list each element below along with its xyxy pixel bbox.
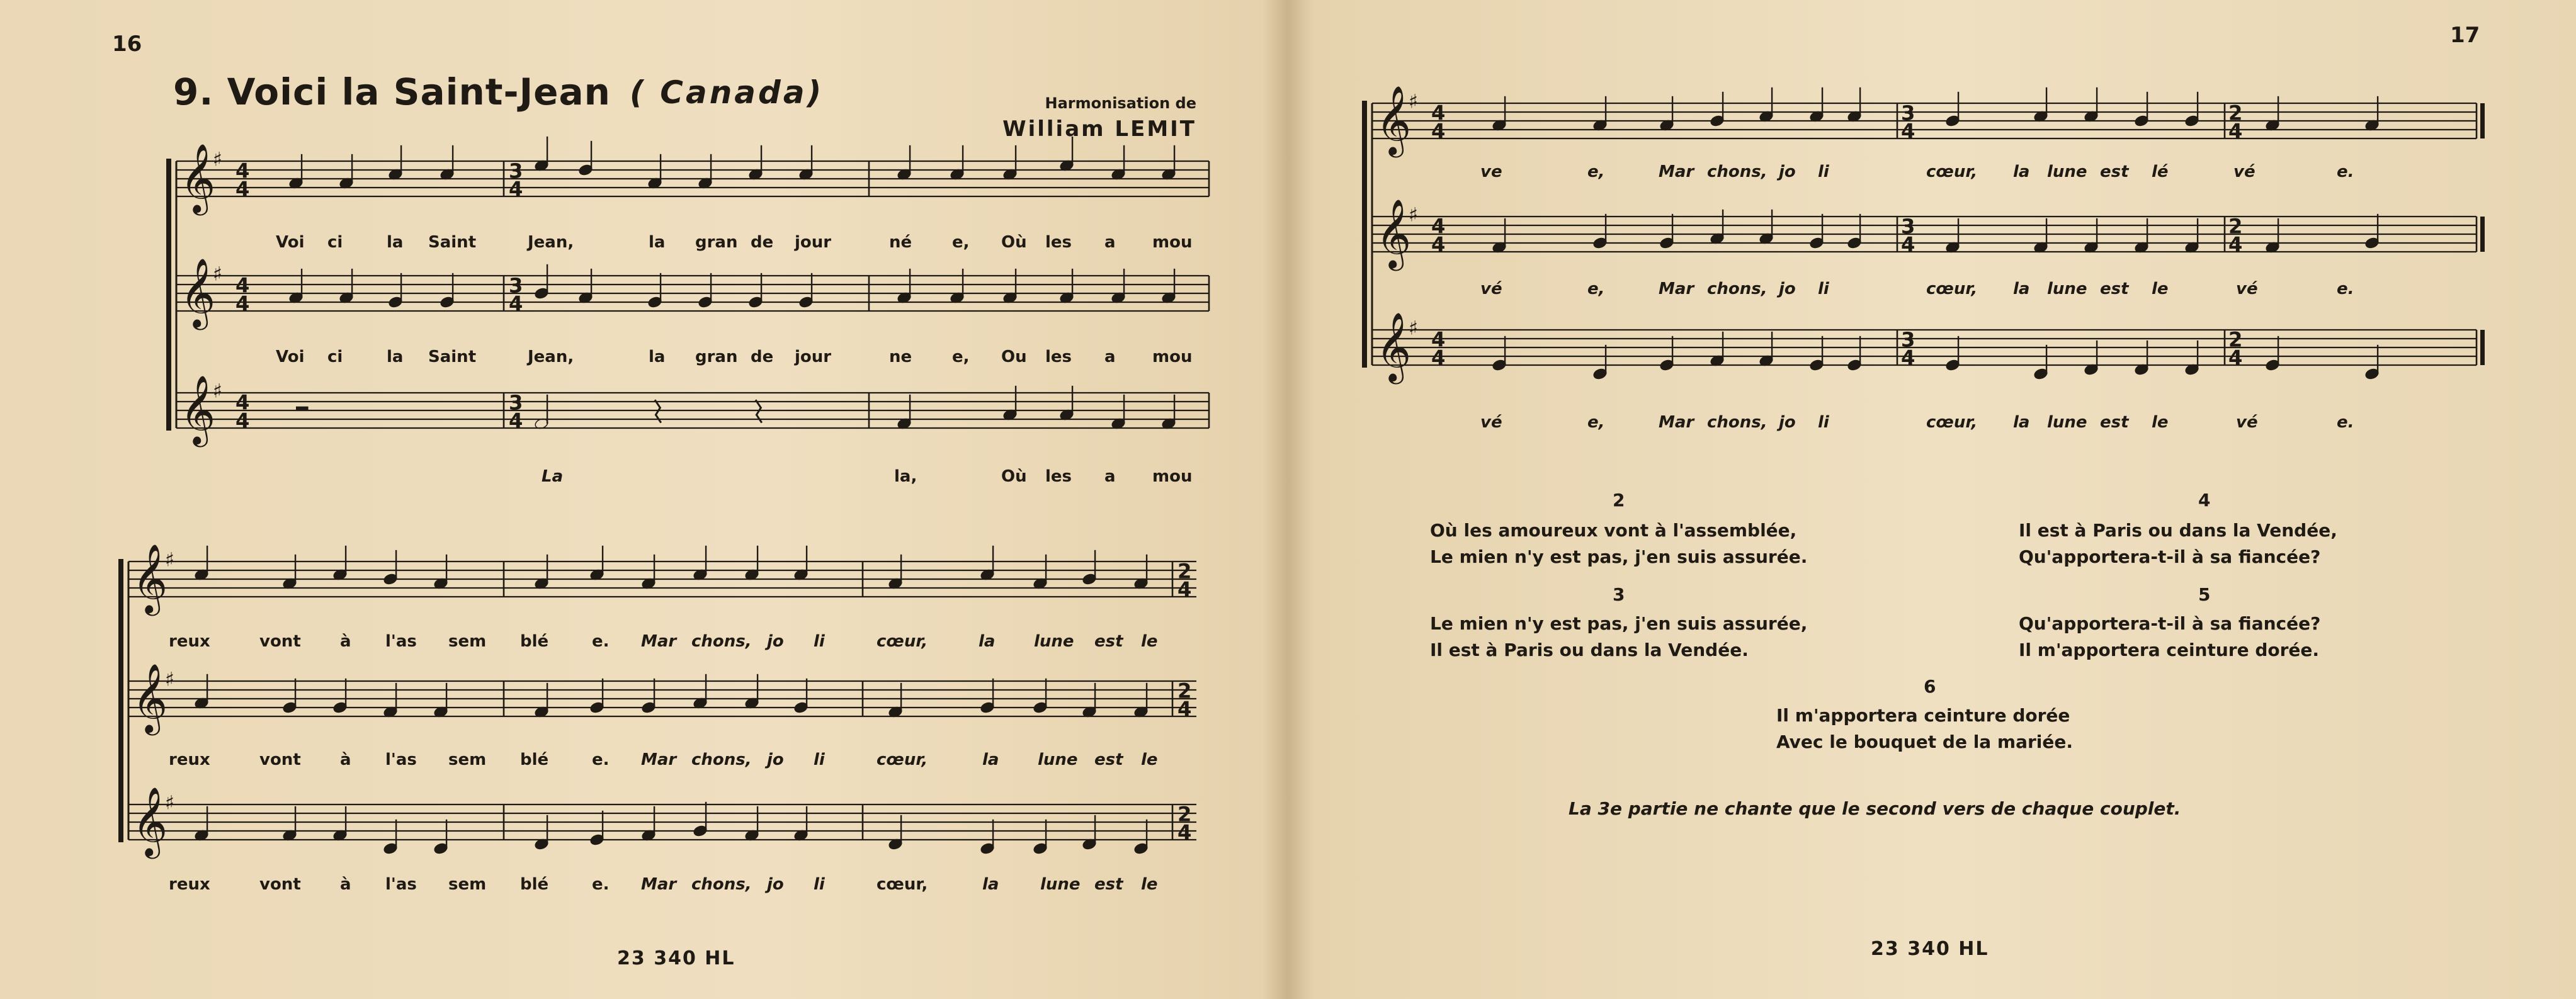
time-signature-top: 3 xyxy=(1901,327,1915,352)
lyric-syllable: ve xyxy=(1480,162,1502,181)
time-signature-bottom: 4 xyxy=(1431,346,1446,370)
lyric-syllable: jo xyxy=(767,875,784,894)
time-signature-bottom: 4 xyxy=(1431,119,1446,144)
lyric-syllable: sem xyxy=(448,750,487,769)
lyric-syllable: La xyxy=(542,467,564,486)
lyric-syllable: sem xyxy=(448,875,487,894)
lyric-syllable: Ou xyxy=(1001,347,1027,366)
treble-clef: 𝄞 xyxy=(132,786,168,856)
lyric-syllable: reux xyxy=(169,875,210,894)
lyric-syllable: e, xyxy=(952,233,970,252)
lyric-syllable: jour xyxy=(795,233,832,252)
verse-line: Il m'apportera ceinture dorée xyxy=(1776,705,2070,726)
treble-clef: 𝄞 xyxy=(132,663,168,733)
verse-6 xyxy=(1776,703,2073,755)
lyric-syllable: Voi xyxy=(276,233,305,252)
system-bracket xyxy=(1362,101,1367,368)
lyric-syllable: né xyxy=(889,233,912,252)
lyric-syllable: le xyxy=(1141,632,1158,651)
lyric-syllable: lune xyxy=(2047,162,2087,181)
lyric-syllable: le xyxy=(2152,413,2169,432)
lyric-syllable: les xyxy=(1045,467,1072,486)
lyric-syllable: de xyxy=(751,233,774,252)
song-title: 9. Voici la Saint-Jean xyxy=(173,71,611,113)
time-signature-bottom: 4 xyxy=(1901,119,1915,144)
lyric-syllable: la xyxy=(387,233,404,252)
performance-note: La 3e partie ne chante que le second vers de chaque couplet. xyxy=(1569,798,2181,819)
lyric-syllable: ci xyxy=(327,347,343,366)
lyric-syllable: vé xyxy=(1480,413,1502,432)
sharp-sign: ♯ xyxy=(213,148,222,171)
lyric-syllable: chons, xyxy=(1707,162,1767,181)
final-barline xyxy=(2480,330,2485,365)
lyric-syllable: vont xyxy=(259,875,301,894)
lyric-syllable: e. xyxy=(2337,162,2354,181)
verse-line: Il m'apportera ceinture dorée. xyxy=(2019,640,2320,660)
lyric-syllable: la xyxy=(982,875,999,894)
lyric-syllable: cœur, xyxy=(1926,413,1978,432)
lyric-syllable: de xyxy=(751,347,774,366)
lyric-syllable: le xyxy=(2152,279,2169,298)
treble-clef: 𝄞 xyxy=(132,543,168,613)
lyric-syllable: la xyxy=(649,347,666,366)
lyric-syllable: gran xyxy=(695,233,738,252)
time-signature-bottom: 4 xyxy=(1901,346,1915,370)
time-signature-bottom: 4 xyxy=(1431,232,1446,257)
system-bracket xyxy=(166,159,171,431)
lyric-syllable: l'as xyxy=(385,632,417,651)
lyric-syllable: est xyxy=(1094,750,1123,769)
lyric-syllable: à xyxy=(340,875,351,894)
lyric-syllable: est xyxy=(1094,875,1123,894)
lyric-syllable: Mar xyxy=(641,875,677,894)
lyric-syllable: l'as xyxy=(385,875,417,894)
lyric-syllable: gran xyxy=(695,347,738,366)
lyric-syllable: chons, xyxy=(1707,279,1767,298)
time-signature-bottom: 4 xyxy=(1177,577,1192,602)
lyric-syllable: est xyxy=(2100,279,2129,298)
lyric-syllable: Mar xyxy=(1659,279,1694,298)
left-page xyxy=(0,0,1285,999)
lyric-syllable: jo xyxy=(1779,413,1796,432)
lyric-syllable: e, xyxy=(1587,162,1605,181)
time-signature-top: 4 xyxy=(1431,214,1446,239)
lyric-syllable: li xyxy=(1818,279,1829,298)
lyric-syllable: a xyxy=(1104,233,1116,252)
sharp-sign: ♯ xyxy=(213,380,222,403)
lyric-syllable: Où xyxy=(1001,467,1027,486)
time-signature-top: 4 xyxy=(1431,101,1446,125)
time-signature-bottom: 4 xyxy=(2228,232,2243,257)
verse-4 xyxy=(2019,517,2337,570)
time-signature-top: 2 xyxy=(1177,559,1192,584)
lyric-syllable: li xyxy=(814,875,825,894)
lyric-syllable: a xyxy=(1104,467,1116,486)
time-signature-top: 2 xyxy=(2228,214,2243,239)
lyric-syllable: vé xyxy=(2236,279,2258,298)
lyric-syllable: la xyxy=(982,750,999,769)
lyric-syllable: lune xyxy=(2047,413,2087,432)
lyric-syllable: sem xyxy=(448,632,487,651)
lyric-syllable: la xyxy=(2013,279,2030,298)
lyric-syllable: ne xyxy=(889,347,912,366)
lyric-syllable: le xyxy=(1141,750,1158,769)
time-signature-top: 4 xyxy=(235,390,250,415)
verse-number: 3 xyxy=(1613,584,1625,605)
verse-number: 2 xyxy=(1613,490,1625,511)
lyric-syllable: la xyxy=(2013,162,2030,181)
lyric-syllable: cœur, xyxy=(877,632,928,651)
sharp-sign: ♯ xyxy=(1409,90,1418,113)
lyric-syllable: ci xyxy=(327,233,343,252)
lyric-syllable: blé xyxy=(520,632,549,651)
treble-clef: 𝄞 xyxy=(180,143,216,213)
lyric-syllable: vont xyxy=(259,750,301,769)
verse-line: Qu'apportera-t-il à sa fiancée? xyxy=(2019,546,2321,567)
lyric-syllable: e. xyxy=(2337,413,2354,432)
lyric-syllable: jour xyxy=(795,347,832,366)
lyric-syllable: jo xyxy=(1779,162,1796,181)
treble-clef: 𝄞 xyxy=(1376,198,1412,268)
harmonisation-label: Harmonisation de xyxy=(1045,94,1196,112)
lyric-syllable: cœur, xyxy=(1926,279,1978,298)
time-signature-bottom: 4 xyxy=(1901,232,1915,257)
verse-5 xyxy=(2019,611,2320,663)
lyric-syllable: li xyxy=(814,750,825,769)
time-signature-top: 3 xyxy=(509,390,523,415)
time-signature-top: 4 xyxy=(235,159,250,183)
sharp-sign: ♯ xyxy=(165,791,174,815)
time-signature-top: 3 xyxy=(509,273,523,298)
plate-number-right: 23 340 HL xyxy=(1871,938,1989,960)
lyric-syllable: la xyxy=(649,233,666,252)
lyric-syllable: cœur, xyxy=(877,750,928,769)
final-barline xyxy=(2480,103,2485,138)
treble-clef: 𝄞 xyxy=(1376,312,1412,381)
lyric-syllable: e, xyxy=(952,347,970,366)
verse-2 xyxy=(1430,517,1807,570)
final-barline xyxy=(2480,217,2485,252)
time-signature-bottom: 4 xyxy=(2228,346,2243,370)
lyric-syllable: lune xyxy=(1040,875,1081,894)
treble-clef: 𝄞 xyxy=(180,375,216,444)
system-bracket xyxy=(118,559,123,842)
lyric-syllable: vont xyxy=(259,632,301,651)
lyric-syllable: la xyxy=(2013,413,2030,432)
arranger-name: William LEMIT xyxy=(1002,116,1196,142)
lyric-syllable: vé xyxy=(2236,413,2258,432)
lyric-syllable: jo xyxy=(767,750,784,769)
time-signature-top: 4 xyxy=(1431,327,1446,352)
verse-number: 6 xyxy=(1924,676,1936,697)
lyric-syllable: vé xyxy=(1480,279,1502,298)
verse-line: Avec le bouquet de la mariée. xyxy=(1776,731,2074,752)
time-signature-bottom: 4 xyxy=(509,291,523,316)
lyric-syllable: reux xyxy=(169,632,210,651)
music-notation-right xyxy=(1291,0,2576,999)
time-signature-top: 3 xyxy=(509,159,523,183)
time-signature-top: 3 xyxy=(1901,214,1915,239)
lyric-syllable: l'as xyxy=(385,750,417,769)
time-signature-bottom: 4 xyxy=(509,177,523,201)
treble-clef: 𝄞 xyxy=(180,257,216,327)
lyric-syllable: chons, xyxy=(1707,413,1767,432)
lyric-syllable: Jean, xyxy=(528,347,574,366)
lyric-syllable: lé xyxy=(2152,162,2169,181)
lyric-syllable: Jean, xyxy=(528,233,574,252)
lyric-syllable: mou xyxy=(1152,467,1193,486)
lyric-syllable: jo xyxy=(767,632,784,651)
verse-line: Il est à Paris ou dans la Vendée, xyxy=(2019,520,2337,541)
page-number-right: 17 xyxy=(2450,23,2480,48)
lyric-syllable: li xyxy=(1818,162,1829,181)
lyric-syllable: Mar xyxy=(1659,413,1694,432)
lyric-syllable: Saint xyxy=(428,233,477,252)
verse-line: Il est à Paris ou dans la Vendée. xyxy=(1430,640,1749,660)
time-signature-bottom: 4 xyxy=(235,409,250,433)
time-signature-top: 2 xyxy=(2228,327,2243,352)
lyric-syllable: la, xyxy=(894,467,917,486)
lyric-syllable: li xyxy=(814,632,825,651)
lyric-syllable: lune xyxy=(1034,632,1074,651)
lyric-syllable: le xyxy=(1141,875,1158,894)
lyric-syllable: est xyxy=(1094,632,1123,651)
lyric-syllable: mou xyxy=(1152,347,1193,366)
time-signature-top: 3 xyxy=(1901,101,1915,125)
lyric-syllable: reux xyxy=(169,750,210,769)
lyric-syllable: e, xyxy=(1587,413,1605,432)
time-signature-bottom: 4 xyxy=(2228,119,2243,144)
time-signature-bottom: 4 xyxy=(1177,820,1192,845)
time-signature-bottom: 4 xyxy=(235,177,250,201)
plate-number-left: 23 340 HL xyxy=(617,947,735,969)
lyric-syllable: e. xyxy=(592,632,610,651)
time-signature-top: 2 xyxy=(1177,679,1192,703)
lyric-syllable: chons, xyxy=(691,875,752,894)
verse-number: 5 xyxy=(2198,584,2211,605)
music-notation-left xyxy=(0,0,1285,999)
verse-3 xyxy=(1430,611,1807,663)
lyric-syllable: e. xyxy=(592,875,610,894)
sharp-sign: ♯ xyxy=(165,548,174,572)
verse-line: Le mien n'y est pas, j'en suis assurée. xyxy=(1430,546,1808,567)
time-signature-bottom: 4 xyxy=(509,409,523,433)
sharp-sign: ♯ xyxy=(213,262,222,286)
lyric-syllable: e. xyxy=(592,750,610,769)
time-signature-top: 2 xyxy=(1177,802,1192,827)
lyric-syllable: la xyxy=(387,347,404,366)
lyric-syllable: a xyxy=(1104,347,1116,366)
treble-clef: 𝄞 xyxy=(1376,85,1412,155)
lyric-syllable: Où xyxy=(1001,233,1027,252)
time-signature-top: 2 xyxy=(2228,101,2243,125)
lyric-syllable: Voi xyxy=(276,347,305,366)
lyric-syllable: e. xyxy=(2337,279,2354,298)
sharp-sign: ♯ xyxy=(1409,203,1418,227)
right-page xyxy=(1291,0,2576,999)
lyric-syllable: cœur, xyxy=(1926,162,1978,181)
time-signature-bottom: 4 xyxy=(1177,697,1192,721)
song-origin: ( Canada) xyxy=(630,74,824,111)
verse-line: Où les amoureux vont à l'assemblée, xyxy=(1430,520,1797,541)
lyric-syllable: blé xyxy=(520,750,549,769)
lyric-syllable: lune xyxy=(2047,279,2087,298)
verse-number: 4 xyxy=(2198,490,2211,511)
time-signature-top: 4 xyxy=(235,273,250,298)
sharp-sign: ♯ xyxy=(1409,317,1418,340)
lyric-syllable: blé xyxy=(520,875,549,894)
time-signature-bottom: 4 xyxy=(235,291,250,316)
half-rest xyxy=(296,407,309,411)
lyric-syllable: cœur, xyxy=(877,875,928,894)
lyric-syllable: Mar xyxy=(1659,162,1694,181)
lyric-syllable: Mar xyxy=(641,632,677,651)
lyric-syllable: vé xyxy=(2233,162,2255,181)
page-number-left: 16 xyxy=(112,31,142,57)
lyric-syllable: lune xyxy=(1038,750,1078,769)
lyric-syllable: mou xyxy=(1152,233,1193,252)
lyric-syllable: les xyxy=(1045,233,1072,252)
lyric-syllable: à xyxy=(340,750,351,769)
verse-line: Qu'apportera-t-il à sa fiancée? xyxy=(2019,613,2321,634)
lyric-syllable: Saint xyxy=(428,347,477,366)
lyric-syllable: chons, xyxy=(691,750,752,769)
lyric-syllable: est xyxy=(2100,162,2129,181)
lyric-syllable: est xyxy=(2100,413,2129,432)
verse-line: Le mien n'y est pas, j'en suis assurée, xyxy=(1430,613,1808,634)
sharp-sign: ♯ xyxy=(165,668,174,691)
lyric-syllable: e, xyxy=(1587,279,1605,298)
lyric-syllable: jo xyxy=(1779,279,1796,298)
lyric-syllable: la xyxy=(979,632,996,651)
lyric-syllable: Mar xyxy=(641,750,677,769)
lyric-syllable: li xyxy=(1818,413,1829,432)
lyric-syllable: à xyxy=(340,632,351,651)
lyric-syllable: les xyxy=(1045,347,1072,366)
lyric-syllable: chons, xyxy=(691,632,752,651)
